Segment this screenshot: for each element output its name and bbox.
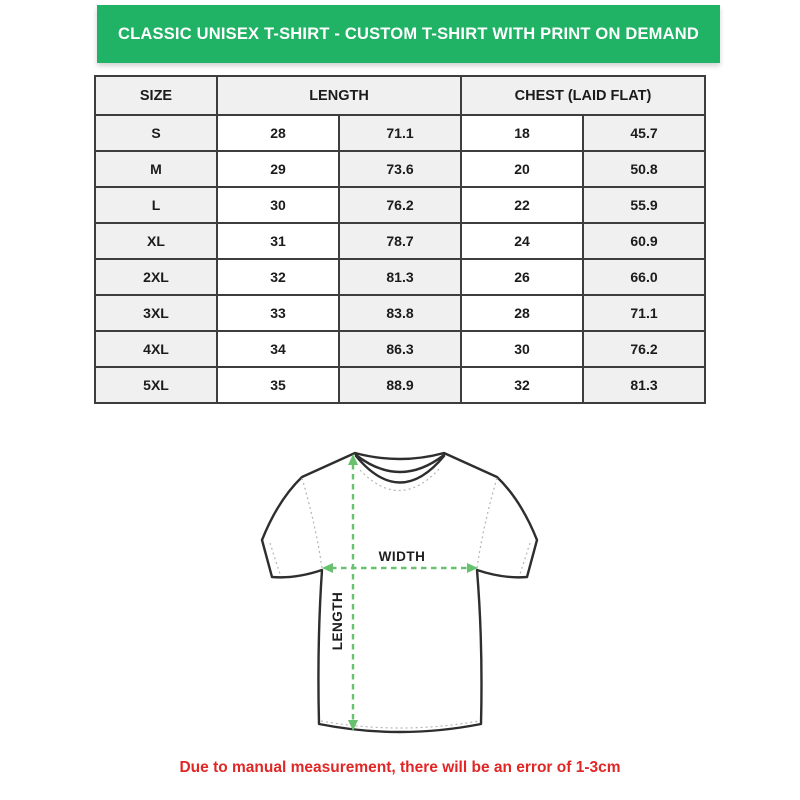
length-in-cell: 33 [217, 295, 339, 331]
t-shirt-outline [262, 453, 537, 732]
table-row [95, 295, 705, 331]
column-header-size: SIZE [95, 76, 217, 115]
column-header-length: LENGTH [217, 76, 461, 115]
table-row [95, 151, 705, 187]
table-row [95, 331, 705, 367]
title-banner [97, 5, 720, 63]
size-cell: 5XL [95, 367, 217, 403]
column-header-chest: CHEST (LAID FLAT) [461, 76, 705, 115]
length-in-cell: 32 [217, 259, 339, 295]
table-row [95, 367, 705, 403]
chest-in-cell: 20 [461, 151, 583, 187]
length-cm-cell: 71.1 [339, 115, 461, 151]
size-cell: L [95, 187, 217, 223]
width-label: WIDTH [378, 549, 426, 564]
length-cm-cell: 73.6 [339, 151, 461, 187]
chest-cm-cell: 55.9 [583, 187, 705, 223]
chest-in-cell: 18 [461, 115, 583, 151]
chest-cm-cell: 50.8 [583, 151, 705, 187]
t-shirt-diagram [250, 438, 550, 748]
chest-in-cell: 32 [461, 367, 583, 403]
size-cell: 2XL [95, 259, 217, 295]
length-cm-cell: 76.2 [339, 187, 461, 223]
chest-cm-cell: 81.3 [583, 367, 705, 403]
length-in-cell: 31 [217, 223, 339, 259]
size-cell: XL [95, 223, 217, 259]
chest-cm-cell: 66.0 [583, 259, 705, 295]
length-cm-cell: 86.3 [339, 331, 461, 367]
table-row [95, 187, 705, 223]
length-in-cell: 35 [217, 367, 339, 403]
chest-in-cell: 28 [461, 295, 583, 331]
page-title: CLASSIC UNISEX T-SHIRT - CUSTOM T-SHIRT WITH PRINT ON DEMAND [118, 24, 699, 43]
length-label: LENGTH [330, 591, 345, 651]
length-cm-cell: 81.3 [339, 259, 461, 295]
chest-cm-cell: 45.7 [583, 115, 705, 151]
chest-in-cell: 26 [461, 259, 583, 295]
size-chart-table [94, 75, 706, 404]
size-cell: 3XL [95, 295, 217, 331]
table-row [95, 259, 705, 295]
measurement-disclaimer: Due to manual measurement, there will be an error of 1-3cm [179, 759, 621, 776]
length-in-cell: 34 [217, 331, 339, 367]
size-table-body [95, 115, 705, 403]
table-row [95, 115, 705, 151]
table-row [95, 223, 705, 259]
length-cm-cell: 88.9 [339, 367, 461, 403]
table-header-row [95, 76, 705, 115]
chest-cm-cell: 60.9 [583, 223, 705, 259]
chest-cm-cell: 71.1 [583, 295, 705, 331]
length-in-cell: 30 [217, 187, 339, 223]
length-in-cell: 28 [217, 115, 339, 151]
length-cm-cell: 83.8 [339, 295, 461, 331]
chest-in-cell: 22 [461, 187, 583, 223]
size-chart-table-wrapper [94, 75, 706, 404]
length-cm-cell: 78.7 [339, 223, 461, 259]
chest-in-cell: 24 [461, 223, 583, 259]
size-cell: S [95, 115, 217, 151]
chest-in-cell: 30 [461, 331, 583, 367]
chest-cm-cell: 76.2 [583, 331, 705, 367]
length-in-cell: 29 [217, 151, 339, 187]
size-cell: 4XL [95, 331, 217, 367]
size-cell: M [95, 151, 217, 187]
